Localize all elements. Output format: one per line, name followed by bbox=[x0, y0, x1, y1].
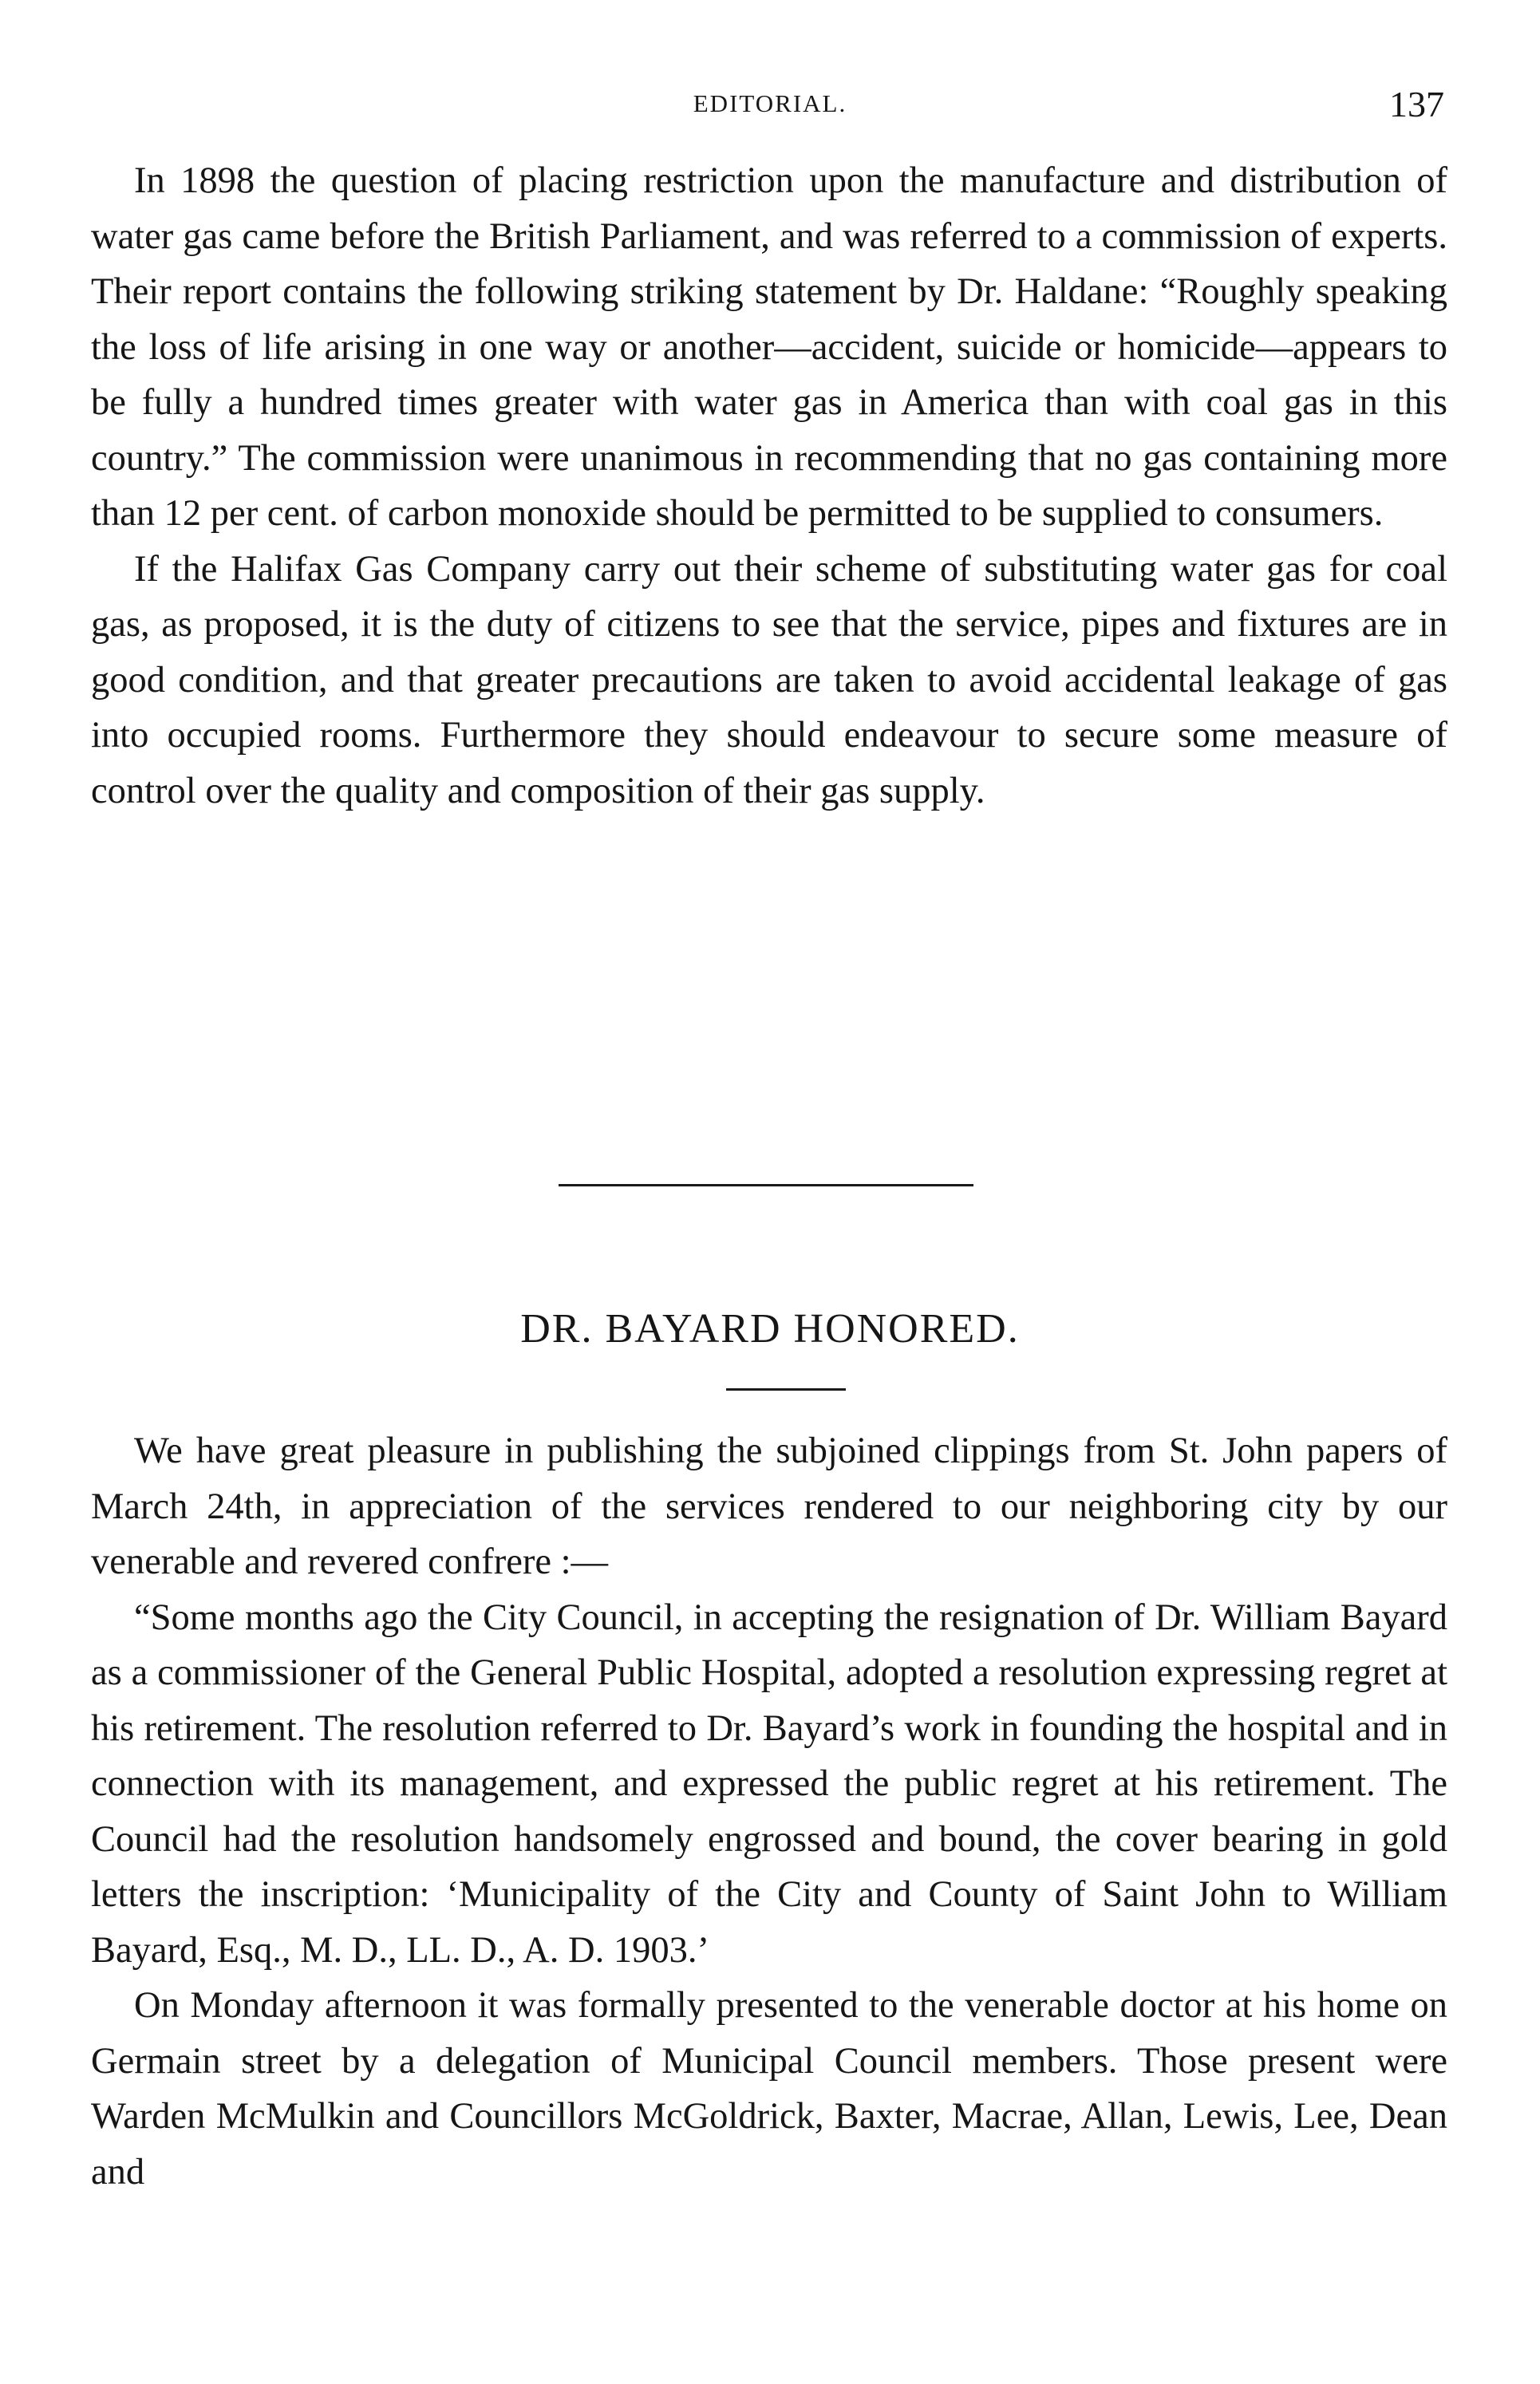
section-divider bbox=[559, 1184, 973, 1186]
editorial-body bbox=[91, 153, 1447, 819]
article-body bbox=[91, 1423, 1447, 2200]
editorial-paragraph-1: In 1898 the question of placing restriction upon the manufacture and distribution of water gas came before the British Parliament, and was referred to a commission of experts. Their report contains the following striking statement by Dr. Haldane: “Roughly speaking the loss of life arising in one way or another—accident, suicide or homicide—appears to be fully a hundred times greater with water gas in America than with coal gas in this country.” The commission were unanimous in recommending that no gas containing more than 12 per cent. of carbon monoxide should be permitted to be supplied to consumers. bbox=[91, 160, 1447, 534]
article-paragraph-3: On Monday afternoon it was formally presented to the venerable doctor at his home on Germain street by a delegation of Municipal Council members. Those present were Warden McMulkin and Councillors McGoldrick, Baxter, Macrae, Allan, Lewis, Lee, Dean and bbox=[91, 1985, 1447, 2193]
page-number: 137 bbox=[1389, 84, 1444, 124]
editorial-paragraph-2: If the Halifax Gas Company carry out their scheme of substituting water gas for coal gas, as proposed, it is the duty of citizens to see that the service, pipes and fixtures are in good condition, and that greater precautions are taken to avoid accidental leakage of gas into occupied rooms. Furthermore they should endeavour to secure some measure of control over the quality and composition of their gas supply. bbox=[91, 548, 1447, 811]
running-head: EDITORIAL. bbox=[693, 89, 847, 117]
title-underline bbox=[726, 1388, 846, 1391]
page-header bbox=[0, 83, 1540, 131]
article-paragraph-2: “Some months ago the City Council, in accepting the resignation of Dr. William Bayard as a commissioner of the General Public Hospital, adopted a resolution expressing regret at his retirement. The resolution referred to Dr. Bayard’s work in founding the hospital and in connection with its management, and expressed the public regret at his retirement. The Council had the resolution handsomely engrossed and bound, the cover bearing in gold letters the inscription: ‘Municipality of the City and County of Saint John to William Bayard, Esq., M. D., LL. D., A. D. 1903.’ bbox=[91, 1597, 1447, 1971]
article-title: DR. BAYARD HONORED. bbox=[520, 1306, 1020, 1352]
article-paragraph-1: We have great pleasure in publishing the subjoined clippings from St. John papers of March 24th, in appreciation of the services rendered to our neighboring city by our venerable and revered confrere :— bbox=[91, 1431, 1447, 1582]
